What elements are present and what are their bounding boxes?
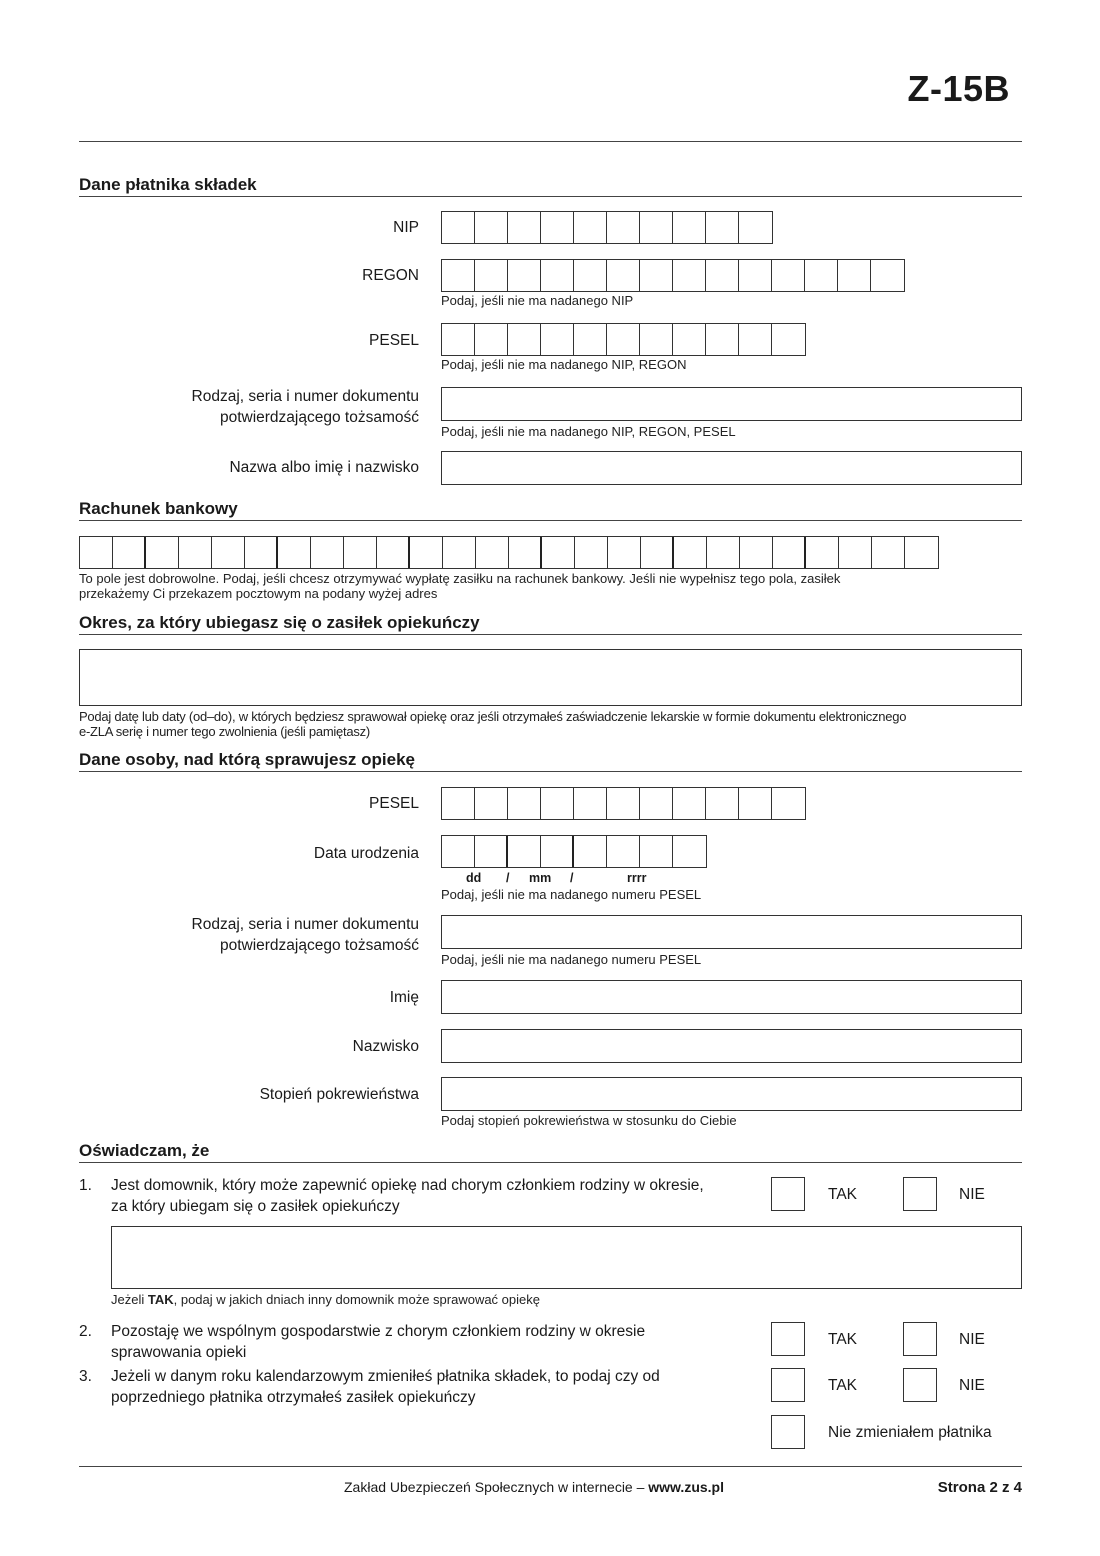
pesel-label: PESEL <box>369 332 419 349</box>
section-divider <box>79 771 1022 772</box>
q1-no-label: NIE <box>959 1186 985 1203</box>
q1-number: 1. <box>79 1177 92 1194</box>
person-document-label: Rodzaj, seria i numer dokumentu potwierdzającego tożsamość <box>191 916 419 954</box>
footer-divider <box>79 1466 1022 1467</box>
q1-no-checkbox[interactable] <box>903 1177 937 1211</box>
person-document-hint: Podaj, jeśli nie ma nadanego numeru PESEL <box>441 952 702 967</box>
nip-input[interactable] <box>441 211 773 244</box>
section-divider <box>79 1162 1022 1163</box>
dd-label: dd <box>466 871 482 885</box>
payer-document-field[interactable] <box>441 387 1022 421</box>
q2-no-checkbox[interactable] <box>903 1322 937 1356</box>
last-name-field[interactable] <box>441 1029 1022 1063</box>
header-divider <box>79 141 1022 142</box>
pesel-hint: Podaj, jeśli nie ma nadanego NIP, REGON <box>441 357 687 372</box>
q1-hint: Jeżeli TAK, podaj w jakich dniach inny domownik może sprawować opiekę <box>111 1292 540 1307</box>
period-hint: Podaj datę lub daty (od–do), w których będziesz sprawował opiekę oraz jeśli otrzymałeś zaświadczenie lekarskie w formie dokumentu elektronicznego e-ZLA serię i numer tego zwolnienia (jeśli pamiętasz) <box>79 709 907 739</box>
birth-date-hint: Podaj, jeśli nie ma nadanego numeru PESEL <box>441 887 702 902</box>
section-title-declaration: Oświadczam, że <box>79 1141 210 1160</box>
payer-document-label: Rodzaj, seria i numer dokumentu potwierdzającego tożsamość <box>191 388 419 426</box>
date-separator: / <box>570 871 574 885</box>
form-code: Z-15B <box>907 68 1010 109</box>
q1-days-field[interactable] <box>111 1226 1022 1289</box>
no-change-label: Nie zmieniałem płatnika <box>828 1424 992 1441</box>
relation-field[interactable] <box>441 1077 1022 1111</box>
bank-account-input[interactable] <box>79 536 939 569</box>
section-divider <box>79 196 1022 197</box>
rrrr-label: rrrr <box>627 871 647 885</box>
bank-hint: To pole jest dobrowolne. Podaj, jeśli chcesz otrzymywać wypłatę zasiłku na rachunek bankowy. Jeśli nie wypełnisz tego pola, zasiłek przekażemy Ci przekazem pocztowym na podany wyżej adres <box>79 571 841 601</box>
q2-number: 2. <box>79 1323 92 1340</box>
birth-date-input[interactable] <box>441 835 707 868</box>
nip-label: NIP <box>393 219 419 236</box>
first-name-label: Imię <box>389 989 419 1006</box>
section-divider <box>79 520 1022 521</box>
regon-hint: Podaj, jeśli nie ma nadanego NIP <box>441 293 634 308</box>
first-name-field[interactable] <box>441 980 1022 1014</box>
person-pesel-input[interactable] <box>441 787 806 820</box>
q3-no-label: NIE <box>959 1377 985 1394</box>
payer-pesel-input[interactable] <box>441 323 806 356</box>
section-title-period: Okres, za który ubiegasz się o zasiłek opiekuńczy <box>79 613 480 632</box>
page-number: Strona 2 z 4 <box>937 1479 1022 1496</box>
q3-yes-checkbox[interactable] <box>771 1368 805 1402</box>
footer-text: Zakład Ubezpieczeń Społecznych w internecie – www.zus.pl <box>344 1479 724 1495</box>
q1-yes-checkbox[interactable] <box>771 1177 805 1211</box>
section-title-bank: Rachunek bankowy <box>79 499 238 518</box>
q3-number: 3. <box>79 1368 92 1385</box>
regon-label: REGON <box>362 267 419 284</box>
period-field[interactable] <box>79 649 1022 706</box>
person-pesel-label: PESEL <box>369 795 419 812</box>
relation-label: Stopień pokrewieństwa <box>259 1086 419 1103</box>
person-document-field[interactable] <box>441 915 1022 949</box>
mm-label: mm <box>529 871 552 885</box>
q2-text: Pozostaję we wspólnym gospodarstwie z chorym członkiem rodziny w okresie sprawowania opieki <box>111 1323 646 1361</box>
last-name-label: Nazwisko <box>352 1038 419 1055</box>
name-label: Nazwa albo imię i nazwisko <box>229 459 419 476</box>
payer-document-hint: Podaj, jeśli nie ma nadanego NIP, REGON, PESEL <box>441 424 736 439</box>
section-title-person: Dane osoby, nad którą sprawujesz opiekę <box>79 750 416 769</box>
q2-no-label: NIE <box>959 1331 985 1348</box>
q2-yes-label: TAK <box>828 1331 857 1348</box>
regon-input[interactable] <box>441 259 905 292</box>
q1-yes-label: TAK <box>828 1186 857 1203</box>
no-change-checkbox[interactable] <box>771 1415 805 1449</box>
section-divider <box>79 634 1022 635</box>
name-field[interactable] <box>441 451 1022 485</box>
q3-no-checkbox[interactable] <box>903 1368 937 1402</box>
date-separator: / <box>506 871 510 885</box>
q3-text: Jeżeli w danym roku kalendarzowym zmieniłeś płatnika składek, to podaj czy od poprzedniego płatnika otrzymałeś zasiłek opiekuńczy <box>111 1368 660 1406</box>
footer-link[interactable]: www.zus.pl <box>648 1479 724 1495</box>
q2-yes-checkbox[interactable] <box>771 1322 805 1356</box>
birth-date-label: Data urodzenia <box>313 845 419 862</box>
section-title-payer: Dane płatnika składek <box>79 175 257 194</box>
q3-yes-label: TAK <box>828 1377 857 1394</box>
q1-text: Jest domownik, który może zapewnić opiekę nad chorym członkiem rodziny w okresie, za który ubiegam się o zasiłek opiekuńczy <box>111 1177 704 1215</box>
relation-hint: Podaj stopień pokrewieństwa w stosunku do Ciebie <box>441 1113 737 1128</box>
